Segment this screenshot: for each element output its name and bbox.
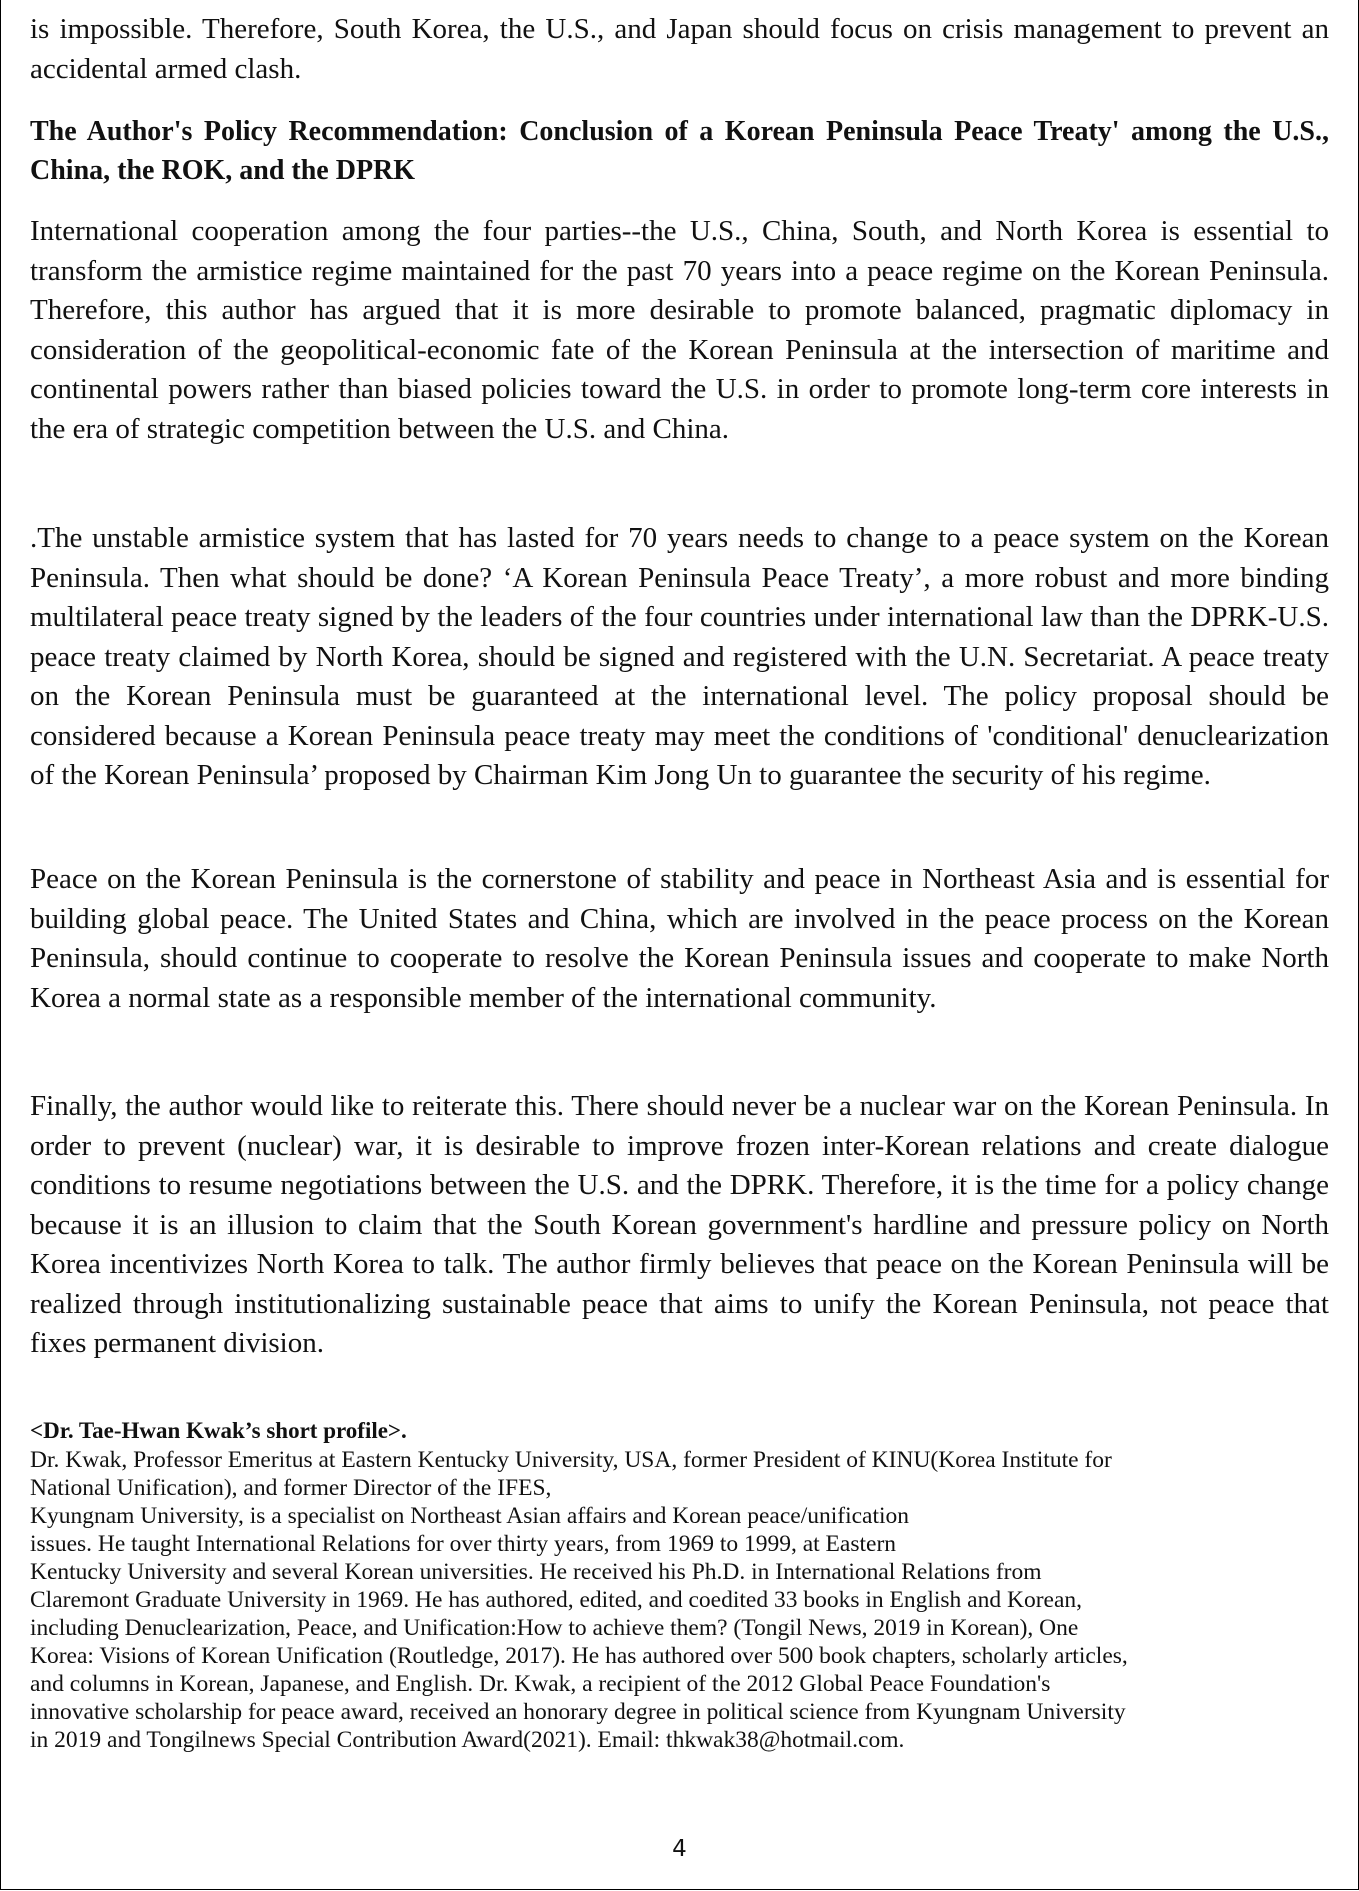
profile-line: Korea: Visions of Korean Unification (Routledge, 2017). He has authored over 500 book chapters, scholarly articles, <box>30 1643 1128 1669</box>
profile-line: Kentucky University and several Korean universities. He received his Ph.D. in International Relations from <box>30 1559 1042 1585</box>
profile-line: Dr. Kwak, Professor Emeritus at Eastern Kentucky University, USA, former President of KINU(Korea Institute for <box>30 1447 1112 1473</box>
body-paragraph: International cooperation among the four parties--the U.S., China, South, and North Korea is essential to transform the armistice regime maintained for the past 70 years into a peace regime on the Korean Peninsula. Therefore, this author has argued that it is more desirable to promote balanced, pragmatic diplomacy in consideration of the geopolitical-economic fate of the Korean Peninsula at the intersection of maritime and continental powers rather than biased policies toward the U.S. in order to promote long-term core interests in the era of strategic competition between the U.S. and China. <box>30 215 1329 445</box>
profile-line: Claremont Graduate University in 1969. He has authored, edited, and coedited 33 books in English and Korean, <box>30 1587 1083 1613</box>
profile-line: including Denuclearization, Peace, and Unification:How to achieve them? (Tongil News, 2019 in Korean), One <box>30 1615 1079 1641</box>
profile-line: issues. He taught International Relations for over thirty years, from 1969 to 1999, at Eastern <box>30 1531 897 1557</box>
body-paragraph: Finally, the author would like to reiterate this. There should never be a nuclear war on the Korean Peninsula. In order to prevent (nuclear) war, it is desirable to improve frozen inter-Korean relations and create dialogue conditions to resume negotiations between the U.S. and the DPRK. Therefore, it is the time for a policy change because it is an illusion to claim that the South Korean government's hardline and pressure policy on North Korea incentivizes North Korea to talk. The author firmly believes that peace on the Korean Peninsula will be realized through institutionalizing sustainable peace that aims to unify the Korean Peninsula, not peace that fixes permanent division. <box>30 1090 1329 1359</box>
author-profile <box>30 1416 1329 1754</box>
body-paragraph: .The unstable armistice system that has lasted for 70 years needs to change to a peace system on the Korean Peninsula. Then what should be done? ‘A Korean Peninsula Peace Treaty’, a more robust and more binding multilateral peace treaty signed by the leaders of the four countries under international law than the DPRK-U.S. peace treaty claimed by North Korea, should be signed and registered with the U.N. Secretariat. A peace treaty on the Korean Peninsula must be guaranteed at the international level. The policy proposal should be considered because a Korean Peninsula peace treaty may meet the conditions of 'conditional' denuclearization of the Korean Peninsula’ proposed by Chairman Kim Jong Un to guarantee the security of his regime. <box>30 522 1329 791</box>
page-number: 4 <box>672 1836 687 1862</box>
profile-line: innovative scholarship for peace award, received an honorary degree in political science from Kyungnam University <box>30 1699 1126 1725</box>
profile-line: and columns in Korean, Japanese, and English. Dr. Kwak, a recipient of the 2012 Global Peace Foundation's <box>30 1671 1051 1697</box>
intro-paragraph: is impossible. Therefore, South Korea, the U.S., and Japan should focus on crisis management to prevent an accidental armed clash. <box>30 13 1329 85</box>
profile-title: <Dr. Tae-Hwan Kwak’s short profile>. <box>30 1418 407 1443</box>
body-paragraph: Peace on the Korean Peninsula is the cornerstone of stability and peace in Northeast Asia and is essential for building global peace. The United States and China, which are involved in the peace process on the Korean Peninsula, should continue to cooperate to resolve the Korean Peninsula issues and cooperate to make North Korea a normal state as a responsible member of the international community. <box>30 863 1329 1014</box>
profile-line: in 2019 and Tongilnews Special Contribution Award(2021). Email: thkwak38@hotmail.com. <box>30 1727 905 1753</box>
profile-line: National Unification), and former Director of the IFES, <box>30 1475 552 1501</box>
recommendation-heading: The Author's Policy Recommendation: Conclusion of a Korean Peninsula Peace Treaty' among the U.S., China, the ROK, and the DPRK <box>30 116 1329 186</box>
profile-line: Kyungnam University, is a specialist on Northeast Asian affairs and Korean peace/unification <box>30 1503 910 1529</box>
